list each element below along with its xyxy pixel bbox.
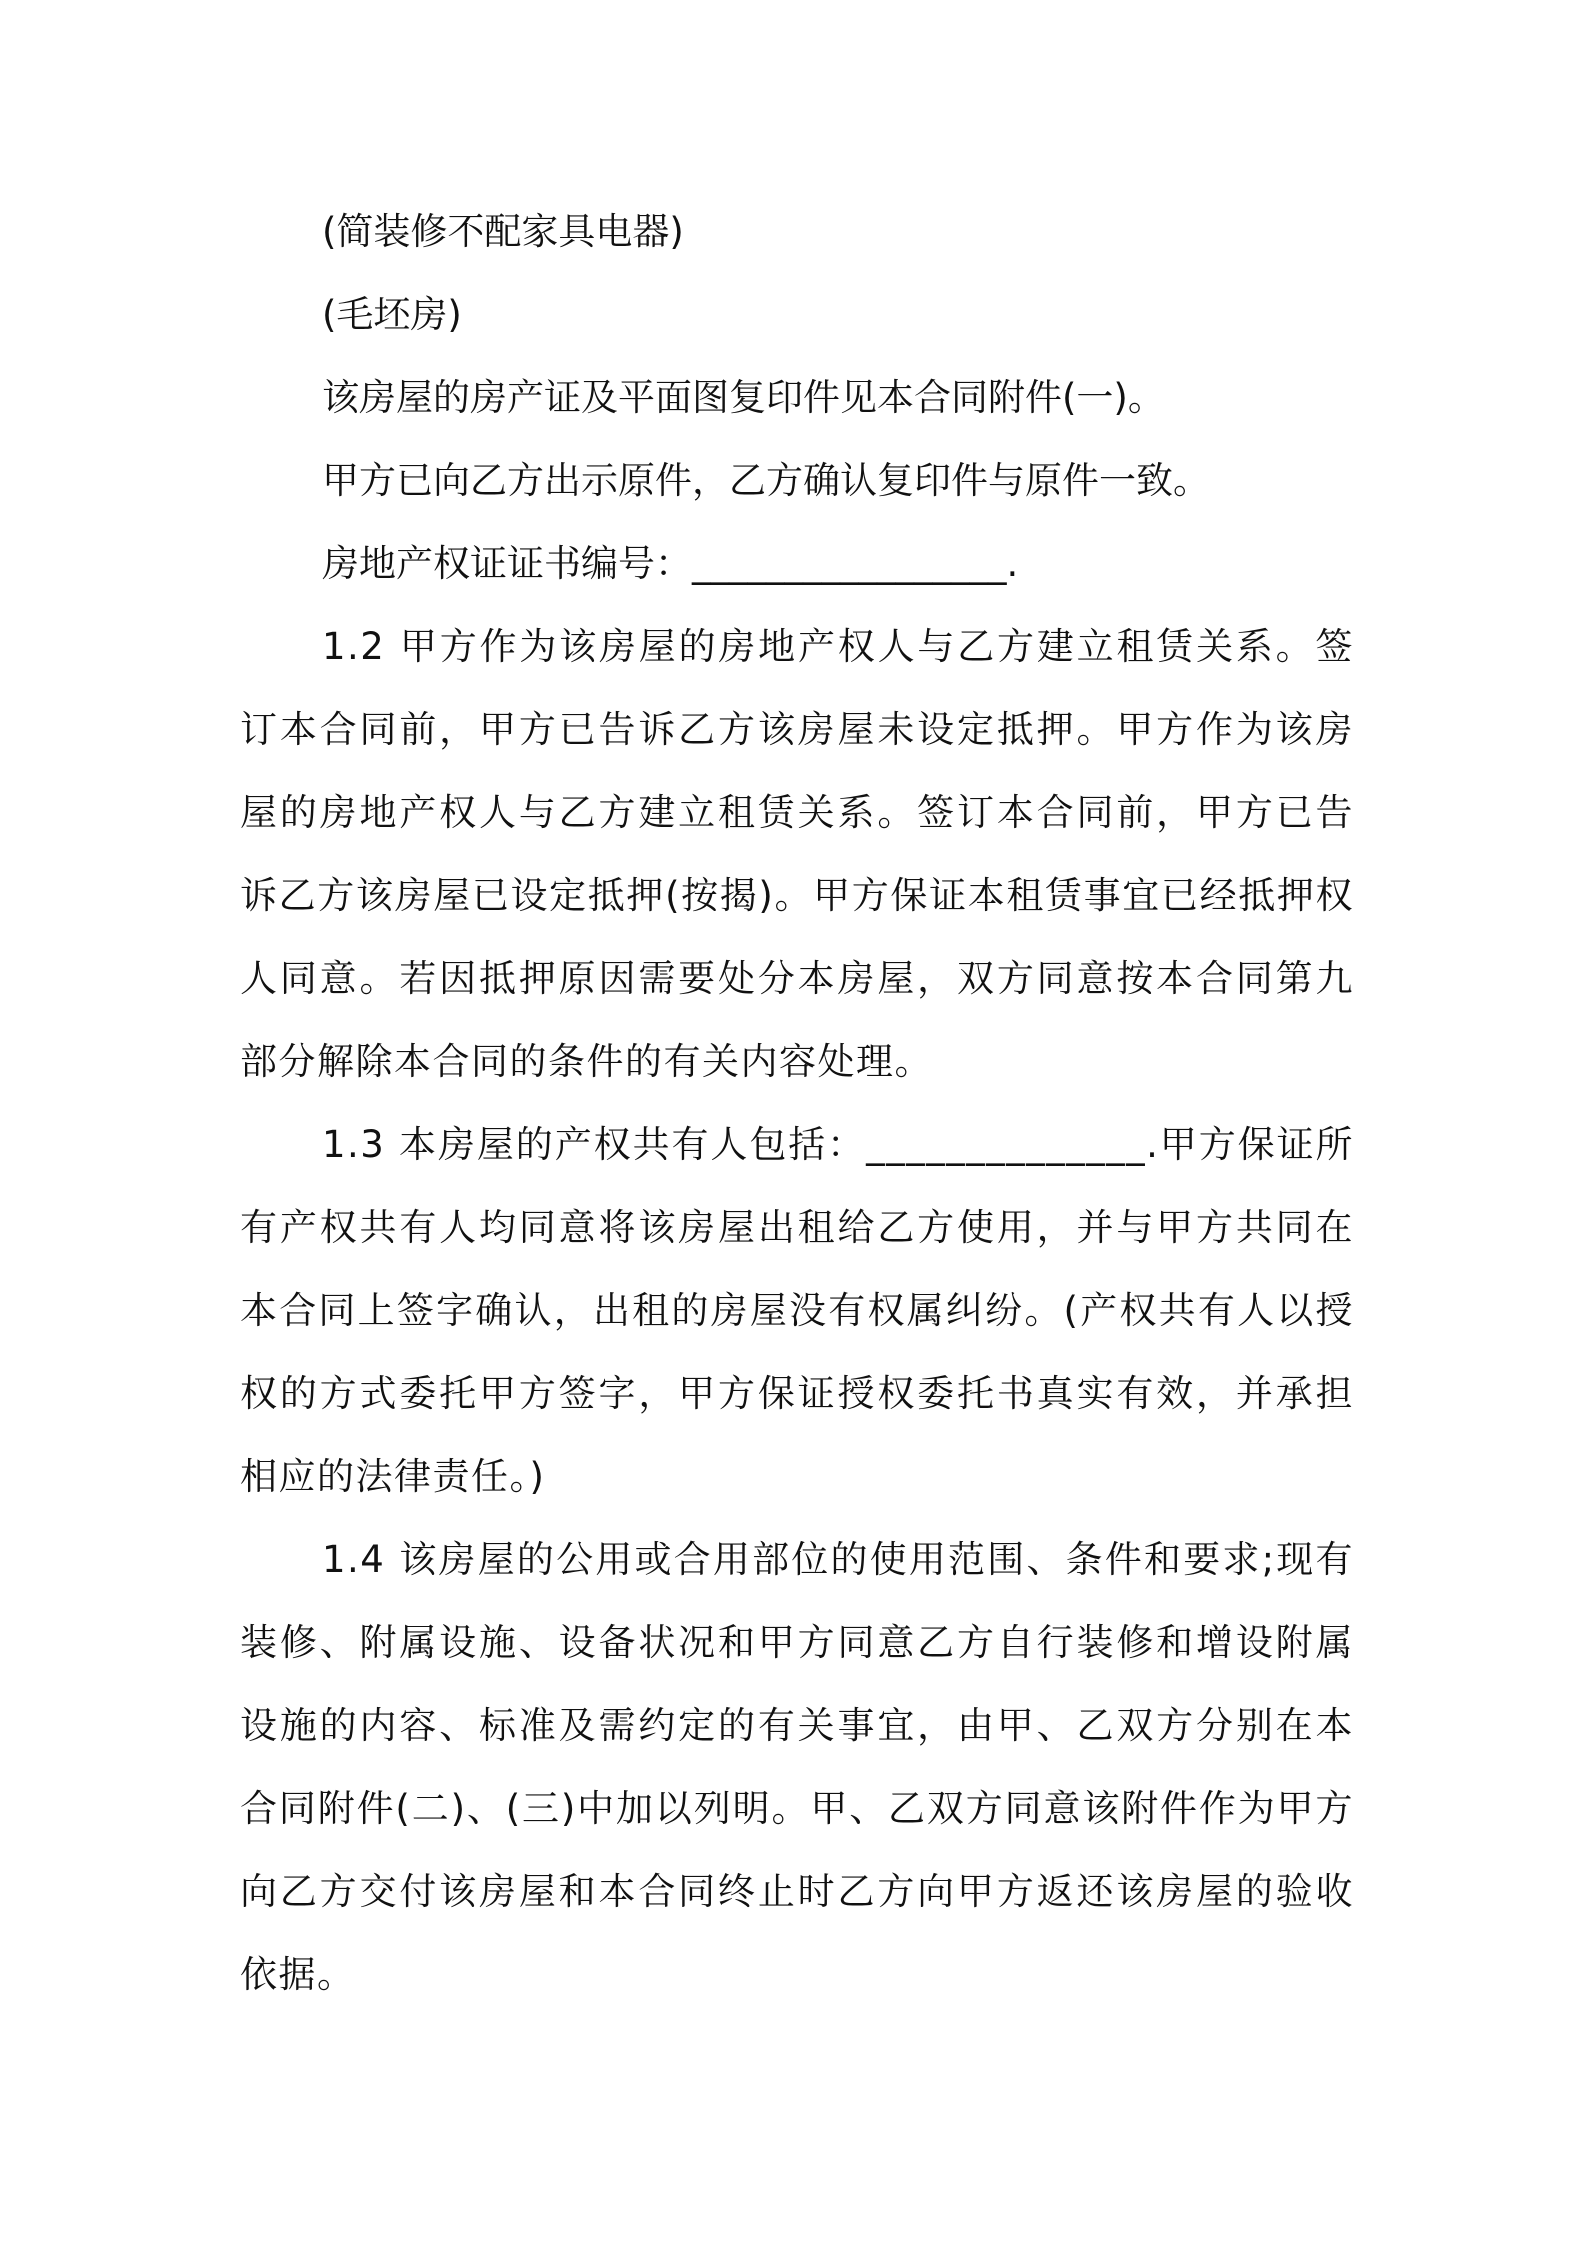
text-line: 该房屋的房产证及平面图复印件见本合同附件(一)。 (322, 376, 1165, 419)
document-body (240, 190, 1354, 2016)
certificate-number-line: 房地产权证证书编号：_________________. (322, 542, 1019, 585)
paragraph-1-2: 1.2 甲方作为该房屋的房地产权人与乙方建立租赁关系。签订本合同前，甲方已告诉乙方该房屋未设定抵押。甲方作为该房屋的房地产权人与乙方建立租赁关系。签订本合同前，甲方已告诉乙方该房屋已设定抵押(按揭)。甲方保证本租赁事宜已经抵押权人同意。若因抵押原因需要处分本房屋，双方同意按本合同第九部分解除本合同的条件的有关内容处理。 (240, 625, 1354, 1083)
text-line: (毛坯房) (322, 293, 462, 336)
text-line: (简装修不配家具电器) (322, 210, 684, 253)
paragraph-1-3: 1.3 本房屋的产权共有人包括：______________.甲方保证所有产权共有人均同意将该房屋出租给乙方使用，并与甲方共同在本合同上签字确认，出租的房屋没有权属纠纷。(产权共有人以授权的方式委托甲方签字，甲方保证授权委托书真实有效，并承担相应的法律责任。) (240, 1123, 1354, 1498)
text-line: 甲方已向乙方出示原件，乙方确认复印件与原件一致。 (322, 459, 1210, 502)
paragraph-1-4: 1.4 该房屋的公用或合用部位的使用范围、条件和要求;现有装修、附属设施、设备状况和甲方同意乙方自行装修和增设附属设施的内容、标准及需约定的有关事宜，由甲、乙双方分别在本合同附件(二)、(三)中加以列明。甲、乙双方同意该附件作为甲方向乙方交付该房屋和本合同终止时乙方向甲方返还该房屋的验收依据。 (240, 1538, 1354, 1996)
